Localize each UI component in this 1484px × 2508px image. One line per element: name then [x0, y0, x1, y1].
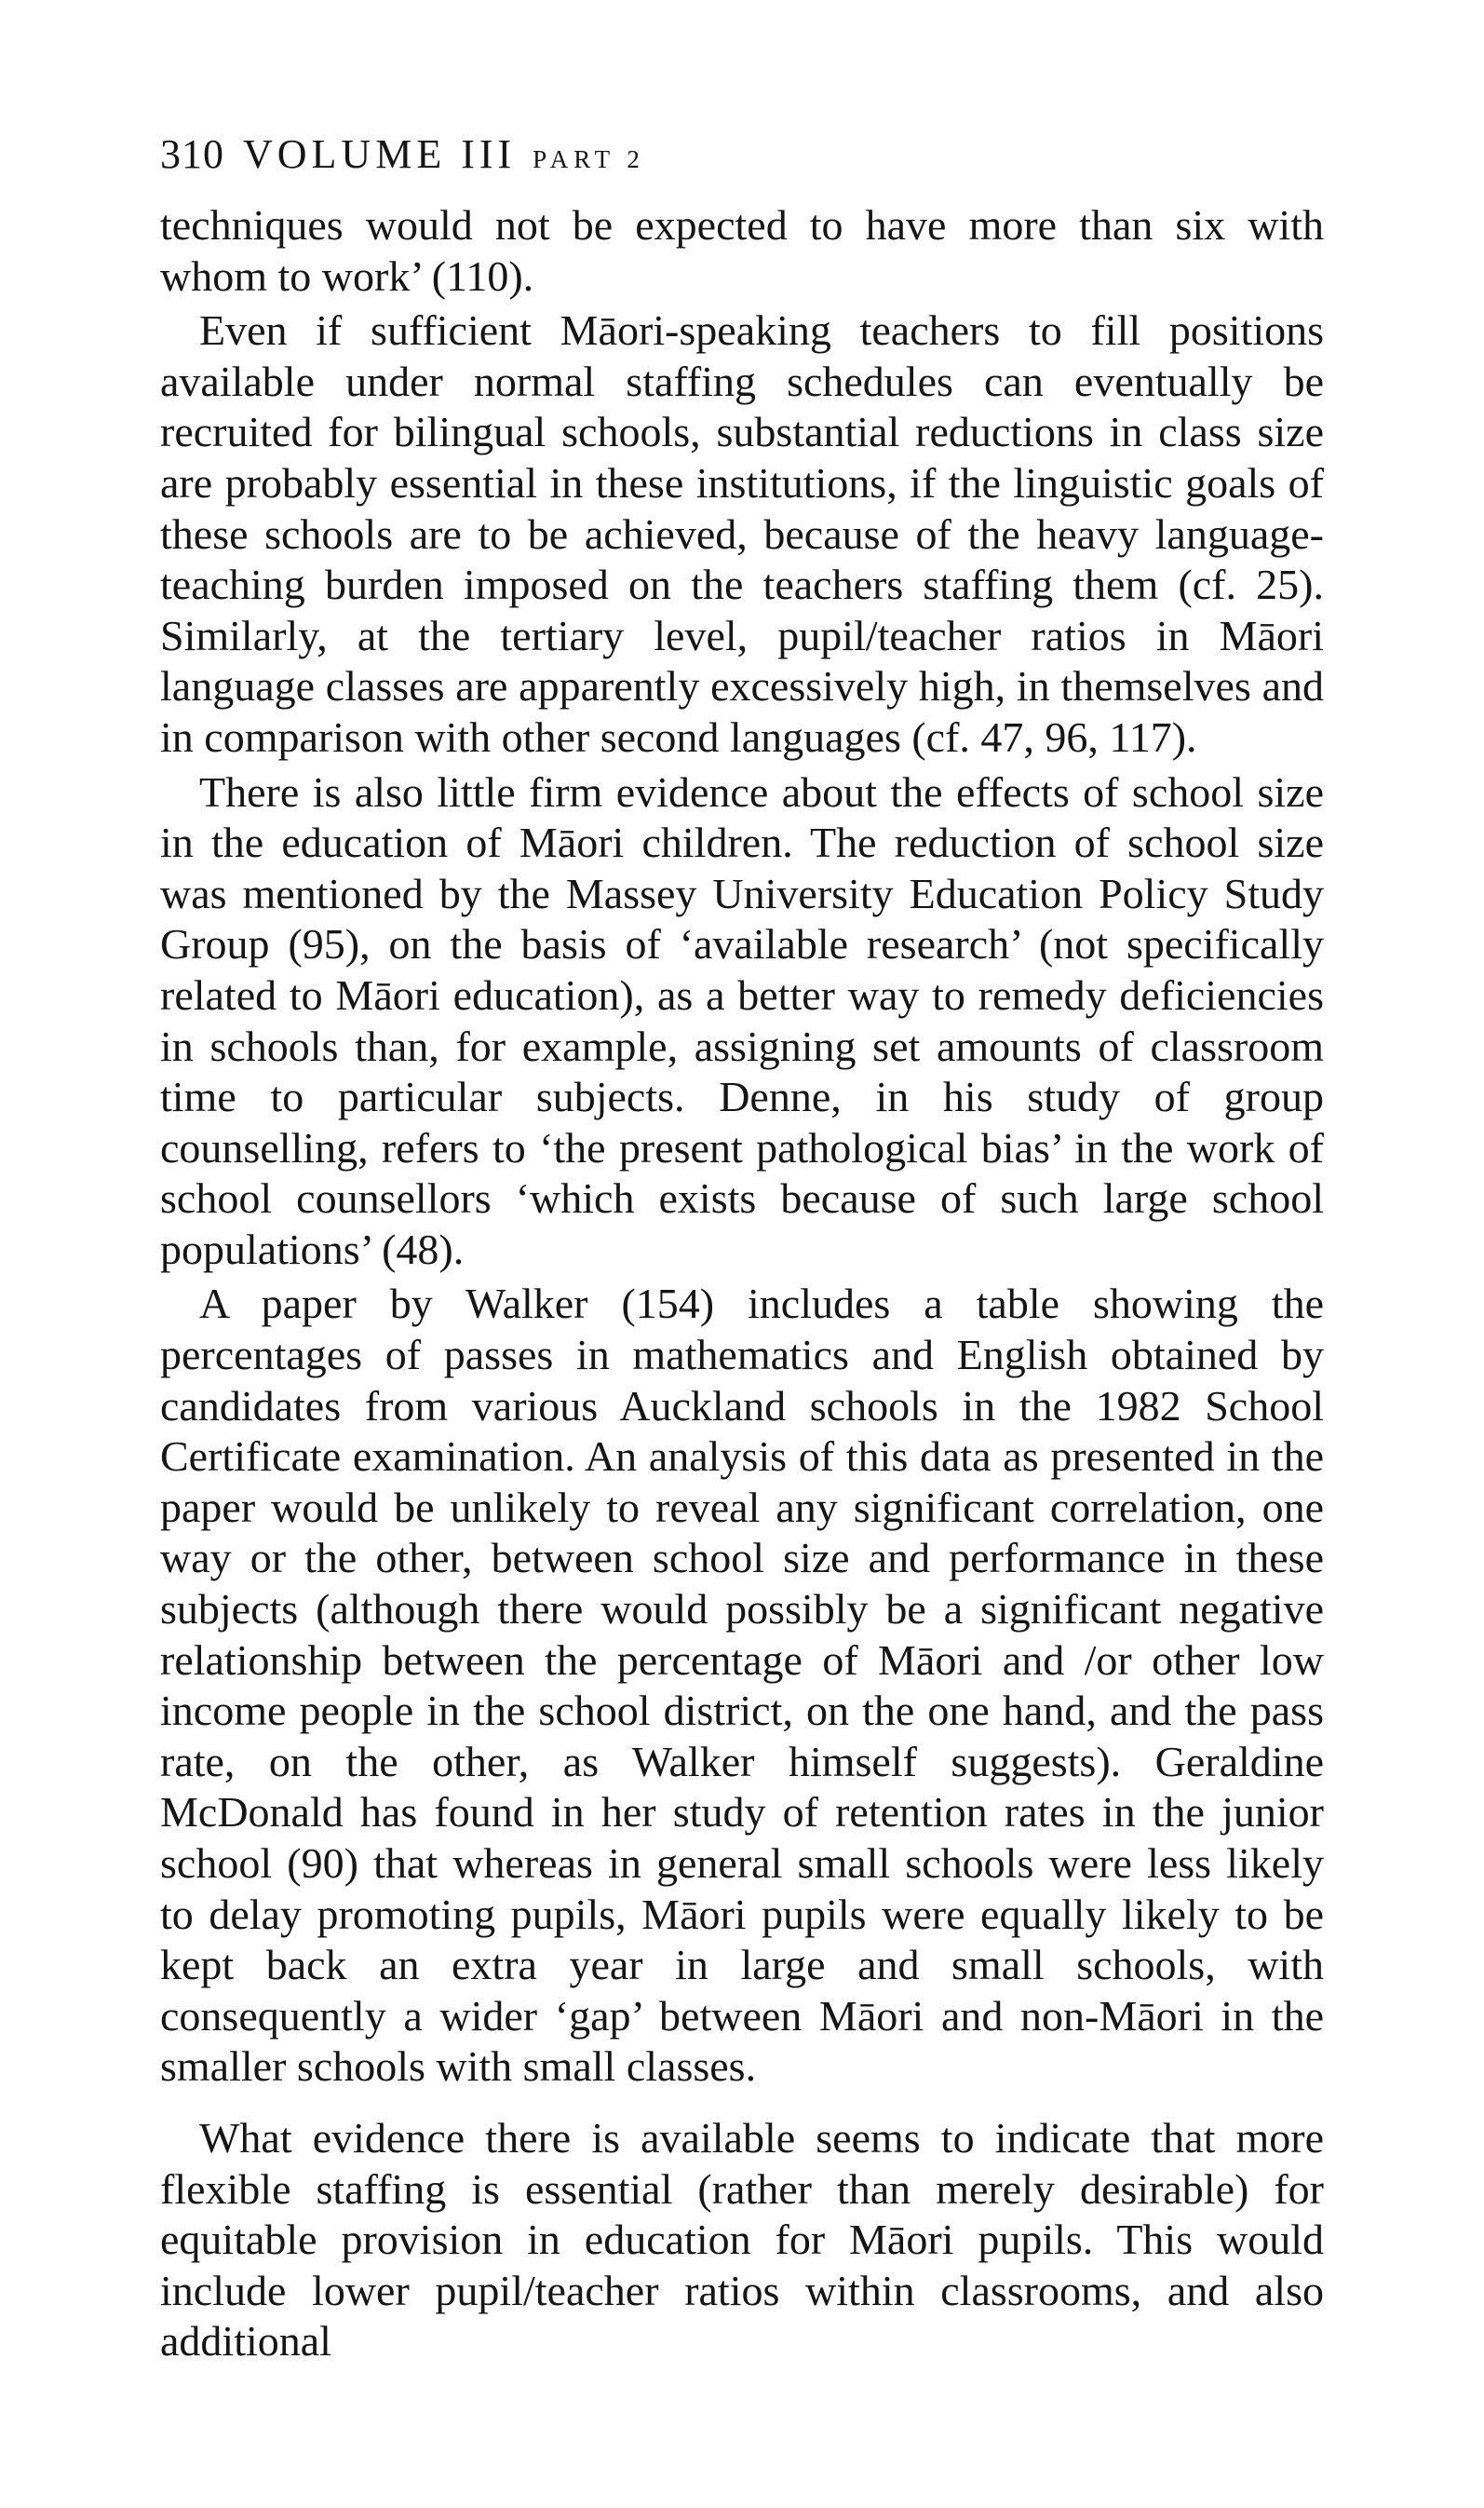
running-head: [160, 130, 1324, 183]
page-number: 310: [160, 131, 224, 177]
part-label: PART 2: [533, 145, 645, 173]
paragraph-continued: techniques would not be expected to have more than six with whom to work’ (110).: [160, 201, 1324, 300]
paragraph-class-size: Even if sufficient Māori-speaking teachers to fill positions available under normal staffing schedules can eventually be recruited for bilingual schools, substantial reductions in class size are probably essential in these institutions, if the linguistic goals of these schools are to be achieved, because of the heavy language-teaching burden imposed on the teachers staffing them (cf. 25). Similarly, at the tertiary level, pupil/teacher ratios in Māori language classes are apparently excessively high, in themselves and in comparison with other second languages (cf. 47, 96, 117).: [160, 306, 1324, 761]
book-page: [160, 130, 1324, 2367]
paragraph-flexible-staffing: What evidence there is available seems to indicate that more flexible staffing is essential (rather than merely desirable) for equitable provision in education for Māori pupils. This would include lower pupil/teacher ratios within classrooms, and also additional: [160, 2113, 1324, 2366]
volume-label: VOLUME III: [243, 131, 517, 177]
paragraph-walker-study: A paper by Walker (154) includes a table showing the percentages of passes in mathematics and English obtained by candidates from various Auckland schools in the 1982 School Certificate examination. An analysis of this data as presented in the paper would be unlikely to reveal any significant correlation, one way or the other, between school size and performance in these subjects (although there would possibly be a significant negative relationship between the percentage of Māori and /or other low income people in the school district, on the one hand, and the pass rate, on the other, as Walker himself suggests). Geraldine McDonald has found in her study of retention rates in the junior school (90) that whereas in general small schools were less likely to delay promoting pupils, Māori pupils were equally likely to be kept back an extra year in large and small schools, with consequently a wider ‘gap’ between Māori and non-Māori in the smaller schools with small classes.: [160, 1280, 1324, 2091]
paragraph-school-size: There is also little firm evidence about the effects of school size in the education of Māori children. The reduction of school size was mentioned by the Massey University Education Policy Study Group (95), on the basis of ‘available research’ (not specifically related to Māori education), as a better way to remedy deficiencies in schools than, for example, assigning set amounts of classroom time to particular subjects. Denne, in his study of group counselling, refers to ‘the present pathological bias’ in the work of school counsellors ‘which exists because of such large school populations’ (48).: [160, 767, 1324, 1273]
